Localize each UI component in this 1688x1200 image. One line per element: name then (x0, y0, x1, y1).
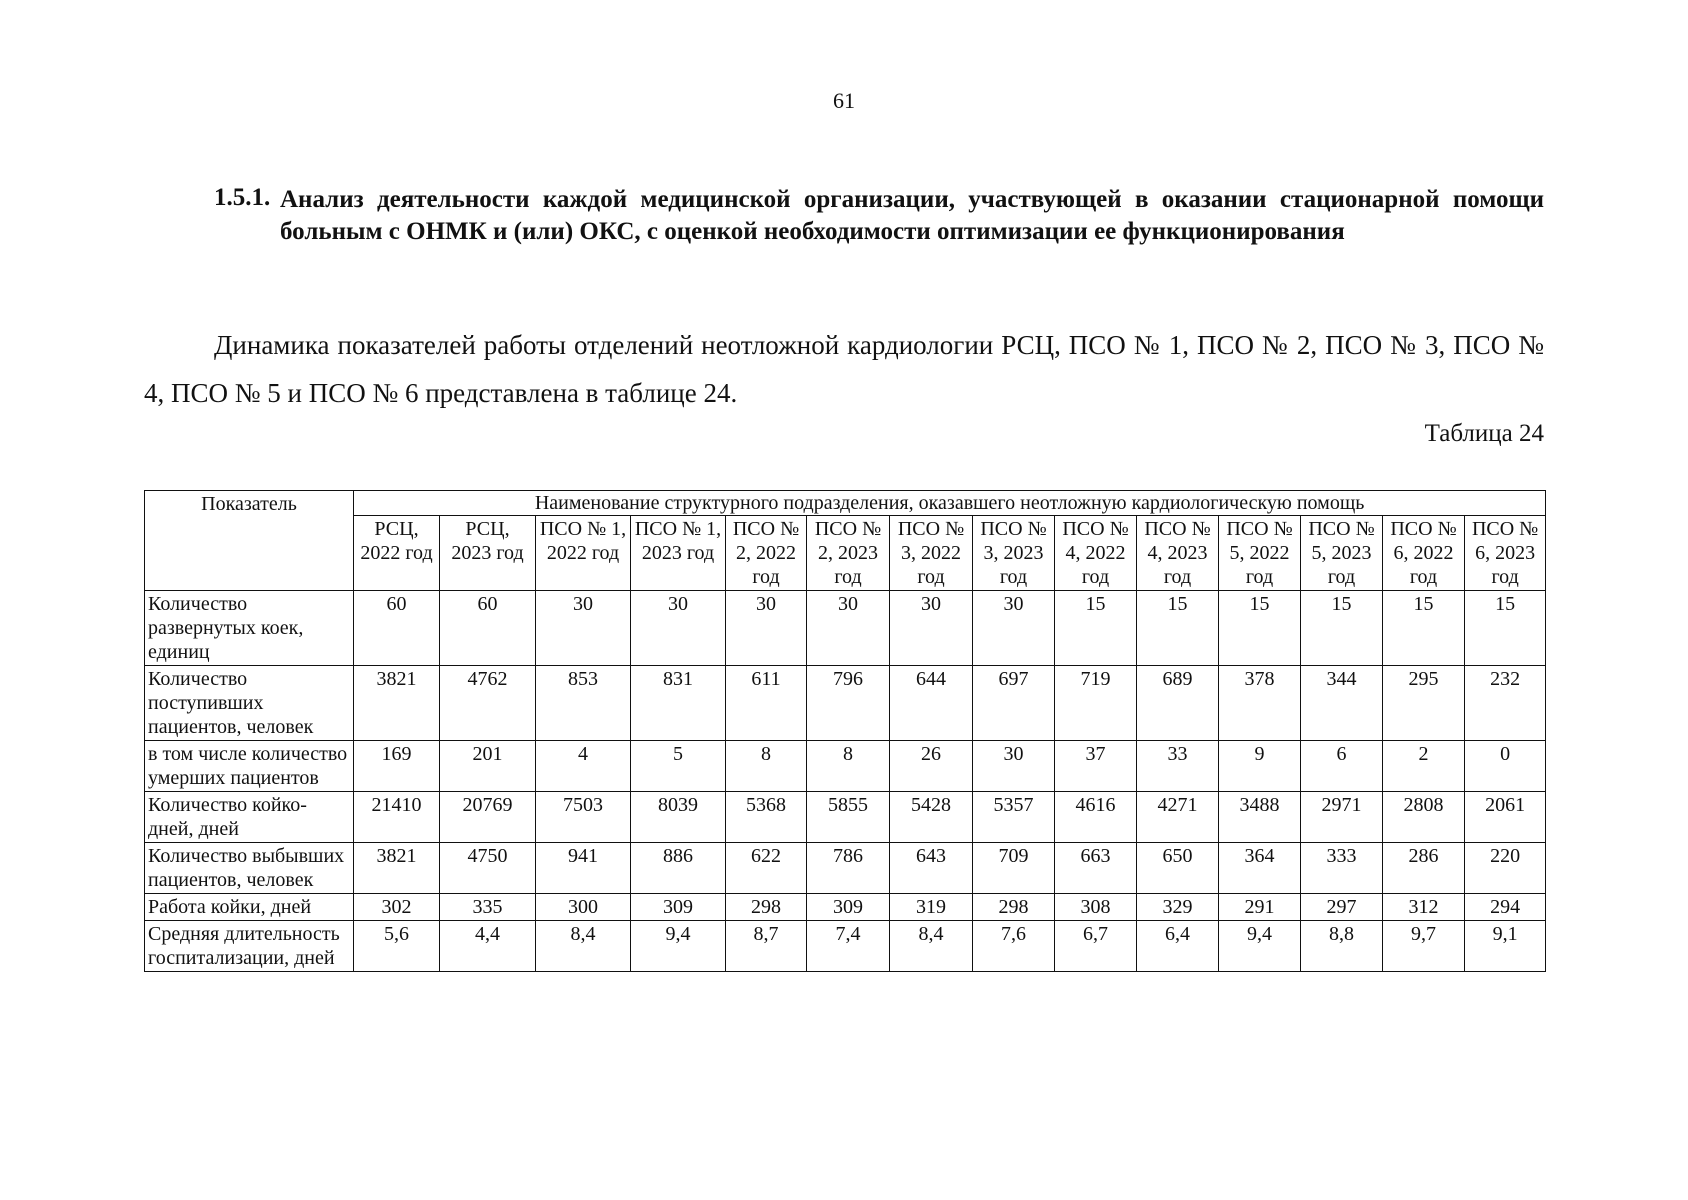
table-cell: 33 (1137, 741, 1219, 792)
section-title: Анализ деятельности каждой медицинской организации, участвующей в оказании стационарной помощи больным с ОНМК и (или) ОКС, с оценкой необходимости оптимизации ее функционирования (280, 186, 1544, 245)
table-cell: 4271 (1137, 792, 1219, 843)
table-cell: 21410 (354, 792, 440, 843)
table-cell: 9,4 (1219, 921, 1301, 972)
table-cell: 2061 (1465, 792, 1546, 843)
row-label: Количество койко-дней, дней (145, 792, 354, 843)
table-cell: 796 (807, 666, 890, 741)
section-heading (214, 184, 1544, 248)
table-cell: 286 (1383, 843, 1465, 894)
table-cell: 5855 (807, 792, 890, 843)
table-cell: 5428 (890, 792, 973, 843)
table-cell: 302 (354, 894, 440, 921)
column-header: ПСО № 3, 2023 год (973, 516, 1055, 591)
table-cell: 15 (1219, 591, 1301, 666)
intro-paragraph: Динамика показателей работы отделений неотложной кардиологии РСЦ, ПСО № 1, ПСО № 2, ПСО № 3, ПСО № 4, ПСО № 5 и ПСО № 6 представлена в таблице 24. (144, 330, 1544, 408)
table-cell: 4 (536, 741, 631, 792)
table-cell: 297 (1301, 894, 1383, 921)
table-cell: 309 (807, 894, 890, 921)
table-cell: 611 (726, 666, 807, 741)
table-cell: 335 (440, 894, 536, 921)
table-cell: 6,7 (1055, 921, 1137, 972)
table-cell: 5368 (726, 792, 807, 843)
column-header-row (145, 516, 1546, 591)
table-cell: 3821 (354, 843, 440, 894)
table-cell: 689 (1137, 666, 1219, 741)
table-cell: 30 (536, 591, 631, 666)
table-cell: 298 (973, 894, 1055, 921)
table-cell: 4762 (440, 666, 536, 741)
table-cell: 709 (973, 843, 1055, 894)
table-cell: 26 (890, 741, 973, 792)
table-cell: 0 (1465, 741, 1546, 792)
table-cell: 9 (1219, 741, 1301, 792)
table-cell: 697 (973, 666, 1055, 741)
table-cell: 786 (807, 843, 890, 894)
table-cell: 622 (726, 843, 807, 894)
table-cell: 8039 (631, 792, 726, 843)
table-cell: 333 (1301, 843, 1383, 894)
table-cell: 15 (1301, 591, 1383, 666)
column-header: ПСО № 6, 2023 год (1465, 516, 1546, 591)
table-cell: 886 (631, 843, 726, 894)
table-cell: 7503 (536, 792, 631, 843)
table-body (145, 591, 1546, 972)
table-cell: 308 (1055, 894, 1137, 921)
table-cell: 8 (726, 741, 807, 792)
table-cell: 232 (1465, 666, 1546, 741)
table-cell: 201 (440, 741, 536, 792)
table-cell: 8 (807, 741, 890, 792)
table-cell: 30 (726, 591, 807, 666)
table-cell: 3821 (354, 666, 440, 741)
table-cell: 15 (1055, 591, 1137, 666)
table-cell: 60 (440, 591, 536, 666)
table-row (145, 666, 1546, 741)
column-header: ПСО № 5, 2022 год (1219, 516, 1301, 591)
table-cell: 15 (1137, 591, 1219, 666)
table-cell: 644 (890, 666, 973, 741)
table-cell: 2808 (1383, 792, 1465, 843)
table-cell: 719 (1055, 666, 1137, 741)
table-row (145, 843, 1546, 894)
table-cell: 291 (1219, 894, 1301, 921)
row-label: Количество выбывших пациентов, человек (145, 843, 354, 894)
table-header-row (145, 491, 1546, 516)
column-header: ПСО № 3, 2022 год (890, 516, 973, 591)
table-cell: 60 (354, 591, 440, 666)
column-header: ПСО № 5, 2023 год (1301, 516, 1383, 591)
table-cell: 941 (536, 843, 631, 894)
table-cell: 344 (1301, 666, 1383, 741)
table-cell: 169 (354, 741, 440, 792)
table-cell: 2971 (1301, 792, 1383, 843)
table-cell: 8,4 (890, 921, 973, 972)
table-cell: 2 (1383, 741, 1465, 792)
table-row (145, 792, 1546, 843)
data-table (144, 490, 1546, 972)
table-cell: 378 (1219, 666, 1301, 741)
table-cell: 6 (1301, 741, 1383, 792)
table-cell: 7,4 (807, 921, 890, 972)
table-cell: 295 (1383, 666, 1465, 741)
table-cell: 5 (631, 741, 726, 792)
column-header: ПСО № 6, 2022 год (1383, 516, 1465, 591)
section-number: 1.5.1. (214, 184, 271, 211)
table-cell: 220 (1465, 843, 1546, 894)
column-header: ПСО № 1, 2023 год (631, 516, 726, 591)
table-cell: 30 (973, 741, 1055, 792)
table-cell: 643 (890, 843, 973, 894)
table-cell: 6,4 (1137, 921, 1219, 972)
column-header: РСЦ, 2023 год (440, 516, 536, 591)
table-row (145, 591, 1546, 666)
table-cell: 329 (1137, 894, 1219, 921)
table-cell: 831 (631, 666, 726, 741)
table-row (145, 894, 1546, 921)
table-cell: 4,4 (440, 921, 536, 972)
table-cell: 9,1 (1465, 921, 1546, 972)
group-header: Наименование структурного подразделения, оказавшего неотложную кардиологическую помощь (354, 491, 1546, 516)
table-cell: 853 (536, 666, 631, 741)
table-cell: 663 (1055, 843, 1137, 894)
table-caption: Таблица 24 (1424, 420, 1544, 447)
table-cell: 15 (1465, 591, 1546, 666)
table-cell: 4750 (440, 843, 536, 894)
column-header: ПСО № 2, 2023 год (807, 516, 890, 591)
page-number: 61 (833, 88, 855, 113)
row-label: Количество поступивших пациентов, человек (145, 666, 354, 741)
row-label: Средняя длительность госпитализации, дней (145, 921, 354, 972)
table-cell: 9,7 (1383, 921, 1465, 972)
table-cell: 298 (726, 894, 807, 921)
table-cell: 30 (807, 591, 890, 666)
table-cell: 30 (973, 591, 1055, 666)
table-cell: 364 (1219, 843, 1301, 894)
column-header: ПСО № 4, 2022 год (1055, 516, 1137, 591)
table-cell: 30 (890, 591, 973, 666)
table-cell: 37 (1055, 741, 1137, 792)
table-row (145, 921, 1546, 972)
table-cell: 8,4 (536, 921, 631, 972)
table-cell: 3488 (1219, 792, 1301, 843)
table-cell: 7,6 (973, 921, 1055, 972)
table-cell: 312 (1383, 894, 1465, 921)
table-cell: 309 (631, 894, 726, 921)
row-label: Количество развернутых коек, единиц (145, 591, 354, 666)
table-cell: 4616 (1055, 792, 1137, 843)
table-cell: 650 (1137, 843, 1219, 894)
table-cell: 20769 (440, 792, 536, 843)
table-row (145, 741, 1546, 792)
column-header: ПСО № 1, 2022 год (536, 516, 631, 591)
table-cell: 300 (536, 894, 631, 921)
table-cell: 5,6 (354, 921, 440, 972)
table-cell: 30 (631, 591, 726, 666)
row-label: Работа койки, дней (145, 894, 354, 921)
table-cell: 294 (1465, 894, 1546, 921)
column-header: ПСО № 2, 2022 год (726, 516, 807, 591)
column-header: РСЦ, 2022 год (354, 516, 440, 591)
table-cell: 319 (890, 894, 973, 921)
table-cell: 9,4 (631, 921, 726, 972)
column-header: ПСО № 4, 2023 год (1137, 516, 1219, 591)
table-cell: 8,8 (1301, 921, 1383, 972)
indicator-header: Показатель (145, 491, 354, 591)
table-cell: 8,7 (726, 921, 807, 972)
row-label: в том числе количество умерших пациентов (145, 741, 354, 792)
table-cell: 15 (1383, 591, 1465, 666)
table-cell: 5357 (973, 792, 1055, 843)
